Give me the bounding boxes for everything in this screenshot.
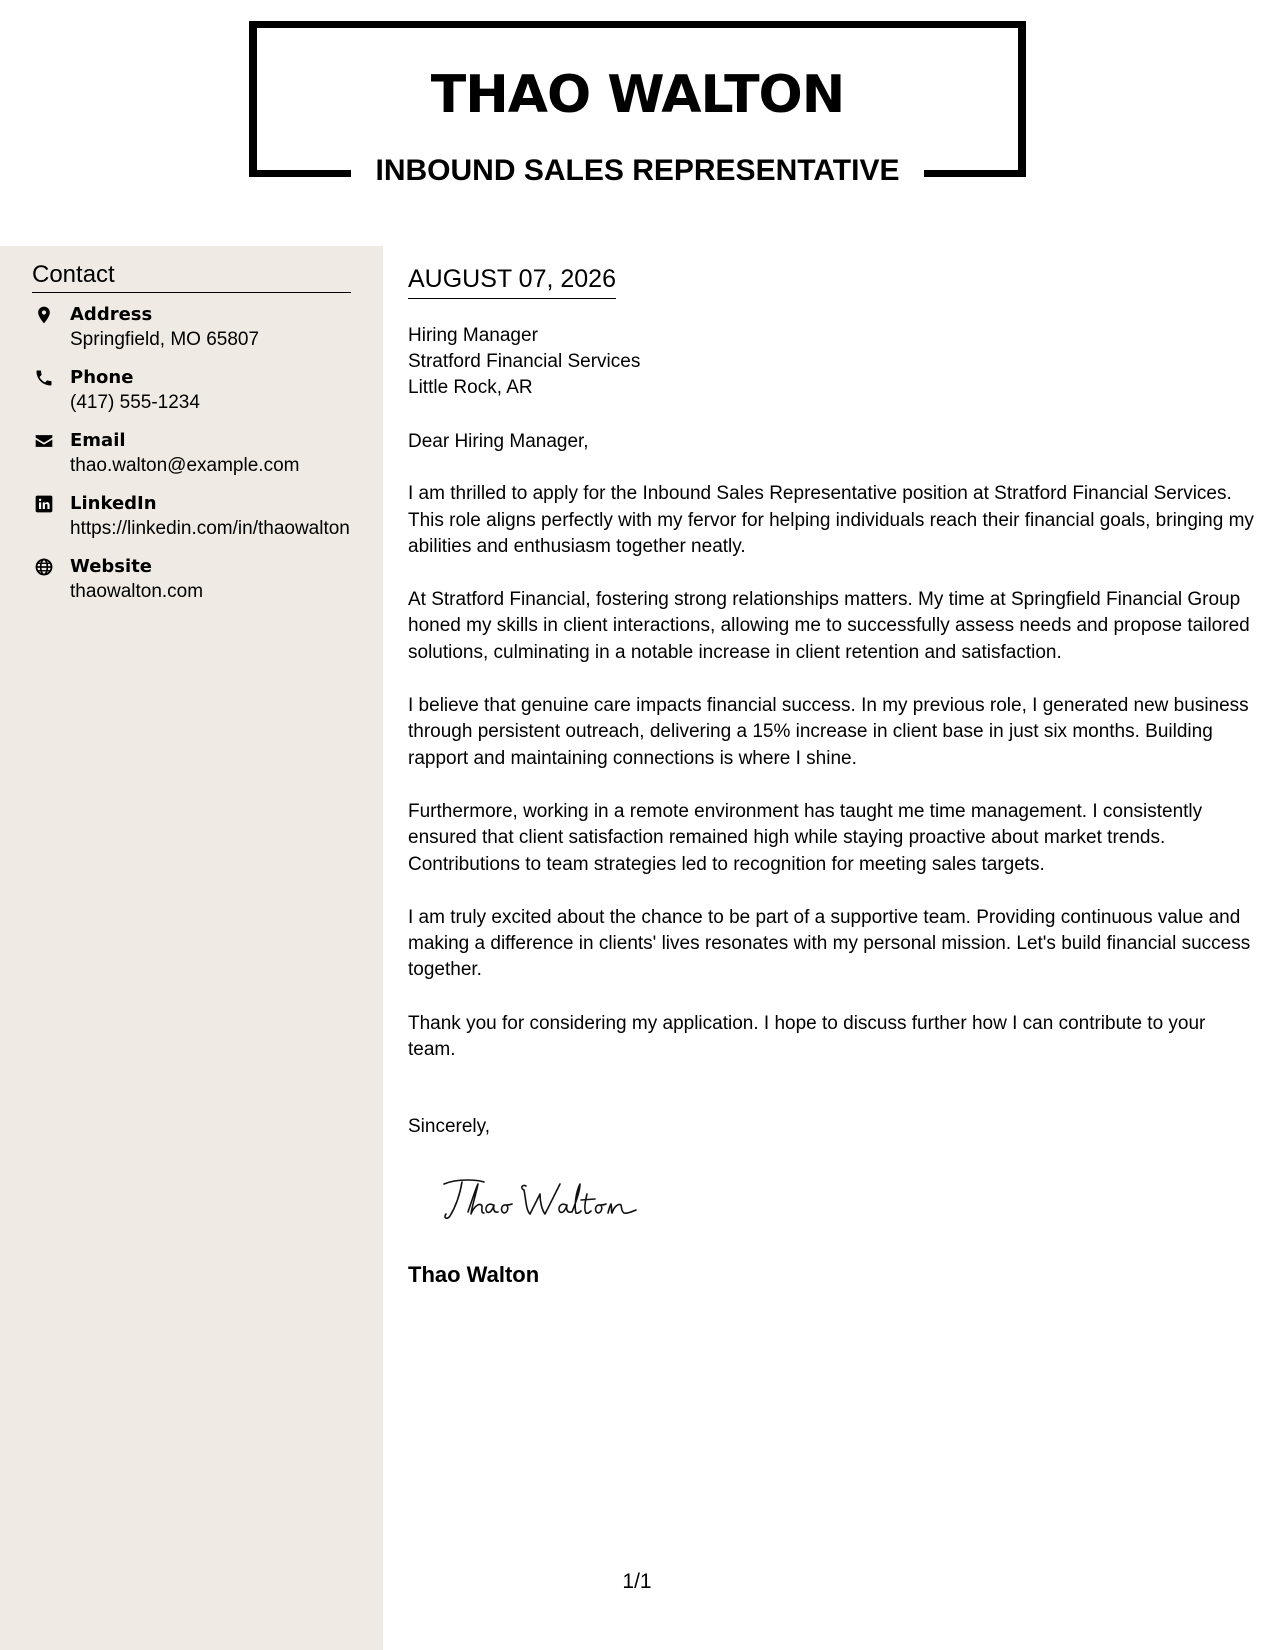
linkedin-link[interactable]: https://linkedin.com/in/thaowalton — [70, 518, 350, 539]
letter-paragraph: Furthermore, working in a remote environment has taught me time management. I consistently ensured that client satisfaction remained high while staying proactive about market trends. Contributions to team strategies led to recognition for meeting sales targets. — [408, 800, 1203, 875]
contact-heading: Contact — [32, 260, 351, 293]
frame-top-border — [249, 21, 1026, 28]
email-link[interactable]: thao.walton@example.com — [70, 455, 300, 476]
contact-label: Address — [70, 304, 153, 325]
header — [0, 0, 1275, 246]
contact-linkedin — [32, 491, 352, 541]
globe-icon — [34, 557, 54, 577]
contact-website — [32, 554, 352, 604]
letter-text — [408, 429, 1258, 1090]
website-link[interactable]: thaowalton.com — [70, 581, 204, 602]
contact-sidebar — [0, 246, 383, 1650]
letter-paragraph: Thank you for considering my application. I hope to discuss further how I can contribute to your team. — [408, 1012, 1206, 1061]
job-title: INBOUND SALES REPRESENTATIVE — [375, 154, 900, 187]
linkedin-icon — [34, 494, 54, 514]
applicant-name: THAO WALTON — [430, 65, 845, 125]
contact-value: (417) 555-1234 — [70, 392, 200, 413]
contact-address — [32, 302, 352, 352]
letter-paragraph: I believe that genuine care impacts financial success. In my previous role, I generated new business through persistent outreach, delivering a 15% increase in client base in just six months. Building rapport and maintaining connections is where I shine. — [408, 695, 1249, 769]
signer-name: Thao Walton — [408, 1262, 540, 1287]
handwritten-signature — [438, 1172, 648, 1226]
letter-date: AUGUST 07, 2026 — [408, 264, 616, 299]
closing: Sincerely, — [408, 1116, 491, 1137]
letter-paragraph: I am thrilled to apply for the Inbound Sales Representative position at Stratford Financial Services. This role aligns perfectly with my fervor for helping individuals reach their financial goals, bringing my abilities and enthusiasm together neatly. — [408, 483, 1254, 557]
contact-label: Phone — [70, 367, 134, 388]
letter-paragraph: At Stratford Financial, fostering strong relationships matters. My time at Springfield Financial Group honed my skills in client interactions, allowing me to successfully assess needs and propose tailored solutions, culminating in a notable increase in client retention and satisfaction. — [408, 589, 1250, 663]
contact-label: Email — [70, 430, 126, 451]
phone-icon — [34, 368, 54, 388]
contact-label: LinkedIn — [70, 493, 157, 514]
contact-label: Website — [70, 556, 153, 577]
contact-phone — [32, 365, 352, 415]
contact-email — [32, 428, 352, 478]
recipient-company: Stratford Financial Services — [408, 351, 641, 372]
contact-list — [32, 302, 352, 617]
salutation: Dear Hiring Manager, — [408, 431, 589, 452]
page-number: 1/1 — [622, 1570, 652, 1593]
recipient-block — [408, 323, 640, 401]
envelope-icon — [34, 431, 54, 451]
location-pin-icon — [34, 305, 54, 325]
letter-paragraph: I am truly excited about the chance to be part of a supportive team. Providing continuous value and making a difference in clients' lives resonates with my personal mission. Let's build financial success together. — [408, 906, 1251, 981]
recipient-location: Little Rock, AR — [408, 377, 533, 398]
recipient-title: Hiring Manager — [408, 325, 538, 346]
contact-value: Springfield, MO 65807 — [70, 329, 260, 350]
